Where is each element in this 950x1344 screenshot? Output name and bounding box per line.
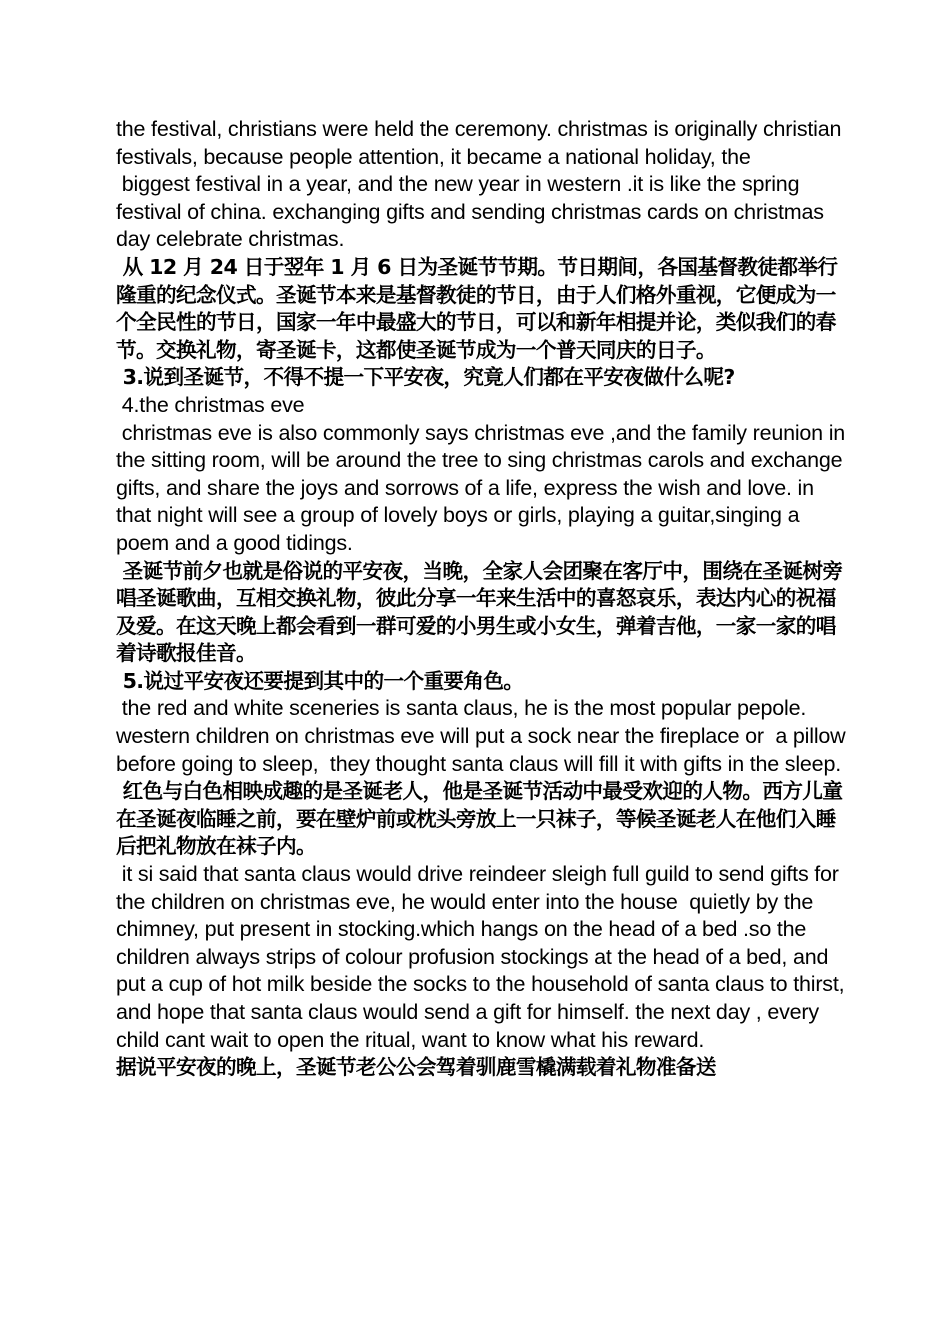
heading-important-role: 5.说过平安夜还要提到其中的一个重要角色。: [116, 668, 524, 693]
heading-christmas-eve-question: 3.说到圣诞节，不得不提一下平安夜，究竟人们都在平安夜做什么呢?: [116, 365, 735, 390]
heading-christmas-eve: 4.the christmas eve: [116, 392, 305, 417]
paragraph-festival-period-zh: 从 12 月 24 日于翌年 1 月 6 日为圣诞节节期。节日期间，各国基督教徒都举行隆重的纪念仪式。圣诞节本来是基督教徒的节日，由于人们格外重视，它便成为一个全民性的节日，国家一年中最盛大的节日，可以和新年相提并论，类似我们的春节。交换礼物，寄圣诞卡，这都使圣诞节成为一个普天同庆的日子。: [116, 254, 838, 362]
paragraph-christmas-eve: christmas eve is also commonly says christmas eve ,and the family reunion in the sitting room, will be around the tree to sing christmas carols and exchange gifts, and share the joys and sorrows of a life, express the wish and love. in that night will see a group of lovely boys or girls, playing a guitar,singing a poem and a good tidings.: [116, 420, 851, 555]
paragraph-santa-claus: the red and white sceneries is santa claus, he is the most popular pepole. western children on christmas eve will put a sock near the fireplace or a pillow before going to sleep, they thought santa claus will fill it with gifts in the sleep.: [116, 696, 852, 776]
paragraph-reindeer-sleigh: it si said that santa claus would drive reindeer sleigh full guild to send gifts for the children on christmas eve, he would enter into the house quietly by the chimney, put present in stocking.which hangs on the head of a bed .so the children always strips of colour profusion stockings at the head of a bed, and put a cup of hot milk beside the socks to the household of santa claus to thirst, and hope that santa claus would send a gift for himself. the next day , every child cant wait to open the ritual, want to know what his reward.: [116, 862, 851, 1052]
paragraph-reindeer-sleigh-zh: 据说平安夜的晚上，圣诞节老公公会驾着驯鹿雪橇满载着礼物准备送: [116, 1055, 716, 1080]
document-page: [116, 116, 852, 1082]
paragraph-biggest-festival: biggest festival in a year, and the new year in western .it is like the spring festival of china. exchanging gifts and sending christmas cards on christmas day celebrate christmas.: [116, 172, 830, 252]
paragraph-christmas-eve-zh: 圣诞节前夕也就是俗说的平安夜，当晚，全家人会团聚在客厅中，围绕在圣诞树旁唱圣诞歌曲，互相交换礼物，彼此分享一年来生活中的喜怒哀乐，表达内心的祝福及爱。在这天晚上都会看到一群可爱的小男生或小女生，弹着吉他，一家一家的唱着诗歌报佳音。: [116, 558, 843, 666]
paragraph-santa-claus-zh: 红色与白色相映成趣的是圣诞老人，他是圣诞节活动中最受欢迎的人物。西方儿童在圣诞夜临睡之前，要在壁炉前或枕头旁放上一只袜子，等候圣诞老人在他们入睡后把礼物放在袜子内。: [116, 779, 843, 859]
paragraph-festival-ceremony: the festival, christians were held the ceremony. christmas is originally christian festivals, because people attention, it became a national holiday, the: [116, 117, 848, 169]
